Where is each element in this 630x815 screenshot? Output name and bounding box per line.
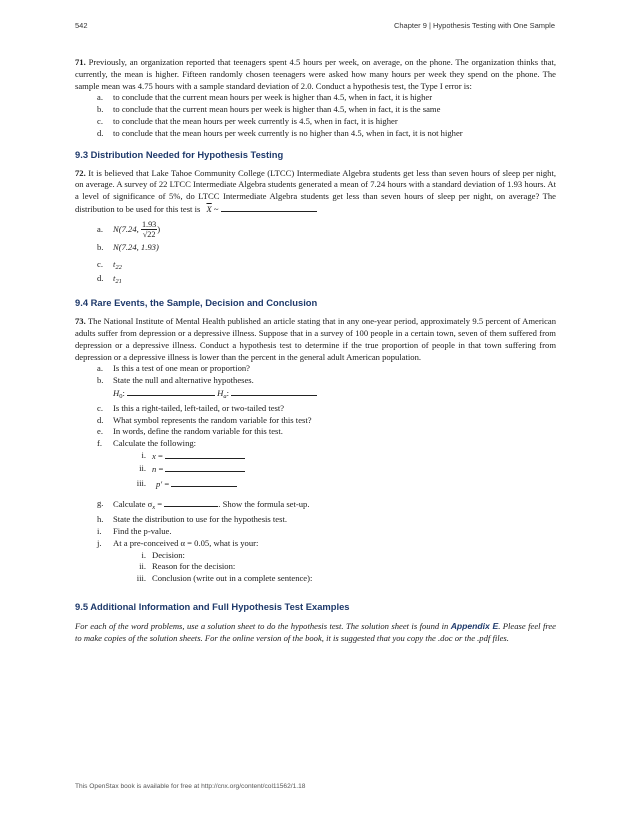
- question-text: The National Institute of Mental Health published an article stating that in any one-year period, approximately 9.5 percent of American adults suffer from depression or a depressive illness. Suppose that in a survey of 100 people in a certain town, seven of them suffered from depression or a depressive illness. Conduct a hypothesis test to determine if the true proportion of people in that town suffering from depression or a depressive illness is lower than the percent in the general adult American population.: [75, 316, 557, 362]
- t-subscript: 21: [115, 278, 122, 286]
- option-label: c.: [97, 115, 103, 126]
- closing-paragraph: [75, 620, 556, 645]
- option-c: [75, 259, 556, 274]
- item-h: [75, 514, 556, 526]
- calc-blank[interactable]: [165, 463, 245, 472]
- calc-eq: =: [157, 450, 163, 461]
- calc-label: ii.: [139, 462, 146, 473]
- item-text: Calculate the following:: [113, 438, 197, 449]
- null-hypothesis-blank[interactable]: [127, 387, 215, 396]
- item-label: h.: [97, 514, 104, 525]
- fraction: [141, 220, 157, 239]
- calc-blank[interactable]: [165, 450, 245, 459]
- option-text: to conclude that the mean hours per week currently is 4.5, when in fact, it is higher: [113, 115, 398, 126]
- option-label: c.: [97, 258, 103, 269]
- decision-text: Decision:: [152, 549, 185, 560]
- alt-subscript: a: [223, 392, 227, 400]
- calc-p-prime: [75, 478, 556, 491]
- answer-blank[interactable]: [221, 203, 317, 212]
- calc-eq: =: [158, 463, 164, 474]
- calc-var: p′: [156, 478, 163, 489]
- option-label: b.: [97, 104, 104, 115]
- calc-var: n: [152, 463, 157, 474]
- option-text: to conclude that the current mean hours per week is higher than 4.5, when in fact, it is the same: [113, 104, 441, 115]
- calc-eq: =: [164, 478, 170, 489]
- question-72-options: [75, 218, 556, 288]
- item-j: [75, 538, 556, 550]
- calc-x: [75, 450, 556, 463]
- item-d: [75, 415, 556, 427]
- item-label: d.: [97, 414, 104, 425]
- option-a: [75, 92, 556, 104]
- closing-post: . Please feel free to make copies of the solution sheets. For the online version of the book, it is suggested that you copy the .doc or the .pdf files.: [75, 620, 556, 644]
- question-73-items: [75, 363, 556, 387]
- sigma-prefix: Calculate σ: [113, 499, 153, 510]
- item-text: . Show the formula set-up.: [218, 499, 310, 510]
- item-label: b.: [97, 375, 104, 386]
- fraction-denominator: √22: [142, 230, 156, 240]
- calc-blank[interactable]: [171, 478, 237, 487]
- page-number: 542: [75, 21, 88, 30]
- decision-label: iii.: [136, 573, 146, 584]
- item-f: [75, 438, 556, 450]
- sigma-blank[interactable]: [164, 498, 218, 507]
- normal-dist-prefix: N(7.24,: [113, 223, 139, 234]
- item-text: In words, define the random variable for this test.: [113, 426, 283, 437]
- option-text: to conclude that the mean hours per week currently is no higher than 4.5, when in fact, it is not higher: [113, 127, 463, 138]
- item-label: g.: [97, 498, 104, 509]
- option-b: [75, 104, 556, 116]
- item-a: [75, 363, 556, 375]
- reason-item: [75, 561, 556, 573]
- alt-hypothesis-blank[interactable]: [231, 387, 317, 396]
- x-bar-symbol: $\overline{X}$: [206, 203, 212, 214]
- fraction-numerator: 1.93: [141, 220, 157, 230]
- alt-hypothesis-symbol: H: [217, 387, 224, 398]
- option-label: a.: [97, 92, 103, 103]
- item-label: i.: [97, 525, 102, 536]
- option-b: [75, 242, 556, 254]
- item-label: e.: [97, 426, 103, 437]
- item-c: [75, 403, 556, 415]
- option-label: d.: [97, 127, 104, 138]
- item-text: Find the p-value.: [113, 525, 172, 536]
- sigma-eq: =: [157, 499, 163, 510]
- t-symbol: t: [113, 273, 116, 284]
- option-label: b.: [97, 241, 104, 252]
- item-text: State the null and alternative hypotheses.: [113, 375, 254, 386]
- calculate-list: [75, 450, 556, 490]
- item-text: Is this a test of one mean or proportion?: [113, 363, 250, 374]
- appendix-link[interactable]: Appendix E: [450, 620, 499, 631]
- calc-label: iii.: [136, 477, 146, 488]
- item-text: Is this a right-tailed, left-tailed, or two-tailed test?: [113, 402, 285, 413]
- page-content: [75, 57, 556, 645]
- conclusion-item: [75, 573, 556, 585]
- decision-text: Conclusion (write out in a complete sentence):: [152, 573, 313, 584]
- closing-pre: For each of the word problems, use a solution sheet to do the hypothesis test. The solution sheet is found in: [75, 620, 449, 631]
- item-g: [75, 498, 556, 514]
- question-text: It is believed that Lake Tahoe Community College (LTCC) Intermediate Algebra students get less than seven hours of sleep per night, on average. A survey of 22 LTCC Intermediate Algebra students generated a mean of 7.24 hours with a standard deviation of 1.93 hours. At a level of significance of 5%, do LTCC Intermediate Algebra students get less than seven hours of sleep per night, on average? The distribution to be used for this test is: [75, 167, 556, 214]
- option-text: to conclude that the current mean hours per week is higher than 4.5, when in fact, it is higher: [113, 92, 433, 103]
- option-label: a.: [97, 223, 103, 234]
- option-d: [75, 273, 556, 288]
- item-b: [75, 375, 556, 387]
- question-73-items-2: [75, 403, 556, 450]
- decision-text: Reason for the decision:: [152, 561, 236, 572]
- section-heading-9-3: 9.3 Distribution Needed for Hypothesis Testing: [75, 148, 284, 160]
- option-c: [75, 116, 556, 128]
- calc-var: x: [152, 450, 156, 461]
- option-a: [75, 218, 556, 240]
- section-heading-9-4: 9.4 Rare Events, the Sample, Decision and Conclusion: [75, 297, 318, 309]
- item-label: c.: [97, 402, 103, 413]
- option-d: [75, 128, 556, 140]
- item-text: What symbol represents the random variable for this test?: [113, 414, 312, 425]
- close-paren: ): [157, 223, 161, 234]
- page-header: [75, 21, 555, 33]
- null-hypothesis-symbol: H: [113, 387, 120, 398]
- hypotheses-line: $H_0$: $H_a$:: [75, 387, 556, 403]
- question-71-options: [75, 92, 556, 139]
- question-72: [75, 168, 556, 216]
- item-label: a.: [97, 363, 103, 374]
- item-e: [75, 426, 556, 438]
- sigma-subscript: x: [152, 504, 156, 512]
- question-number: 71.: [75, 57, 86, 67]
- decision-label: i.: [141, 549, 146, 560]
- chapter-title: Chapter 9 | Hypothesis Testing with One Sample: [393, 21, 555, 30]
- option-text: N(7.24, 1.93): [113, 241, 159, 252]
- null-subscript: 0: [119, 392, 123, 400]
- item-text: State the distribution to use for the hypothesis test.: [113, 514, 288, 525]
- t-subscript: 22: [115, 263, 122, 271]
- question-71: [75, 57, 556, 92]
- decision-item: [75, 550, 556, 562]
- decision-label: ii.: [139, 561, 146, 572]
- t-symbol: t: [113, 258, 116, 269]
- question-73-items-3: [75, 498, 556, 549]
- question-number: 73.: [75, 316, 86, 327]
- decision-list: [75, 550, 556, 585]
- section-heading-9-5: 9.5 Additional Information and Full Hypothesis Test Examples: [75, 600, 350, 612]
- calc-label: i.: [141, 449, 146, 460]
- tilde-symbol: ~: [213, 203, 219, 214]
- item-label: j.: [97, 537, 102, 548]
- question-number: 72.: [75, 167, 86, 178]
- question-text: Previously, an organization reported that teenagers spent 4.5 hours per week, on average, on the phone. The organization thinks that, currently, the mean is higher. Fifteen randomly chosen teenagers were asked how many hours per week they spend on the phone. The sample mean was 4.75 hours with a sample standard deviation of 2.0. Conduct a hypothesis test, the Type I error is:: [75, 57, 556, 91]
- calc-n: [75, 463, 556, 476]
- item-text: At a pre-conceived α = 0.05, what is your:: [113, 537, 259, 548]
- page-footer: This OpenStax book is available for free at http://cnx.org/content/col11562/1.18: [75, 783, 306, 790]
- option-label: d.: [97, 273, 104, 284]
- item-label: f.: [97, 438, 103, 449]
- question-73: [75, 316, 556, 363]
- item-i: [75, 526, 556, 538]
